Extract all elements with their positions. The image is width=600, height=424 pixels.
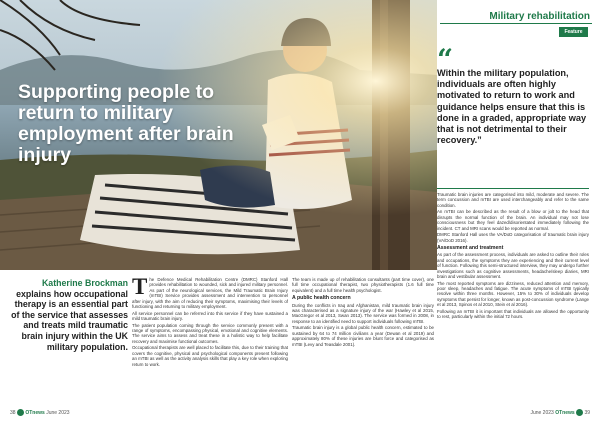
header-divider xyxy=(440,23,592,24)
paragraph: Traumatic brain injuries are categorised into mild, moderate and severe. The term concussion and mTBI are used interchangeably and refer to the same condition. xyxy=(437,192,589,208)
feature-tag: Feature xyxy=(559,27,588,37)
footer-left xyxy=(10,409,70,416)
page-dot-icon xyxy=(576,409,583,416)
paragraph: All service personnel can be referred into this service if they have sustained a mild traumatic brain injury. xyxy=(132,310,288,322)
paragraph: As part of the assessment process, individuals are asked to outline their roles and occupations, the symptoms they are experiencing and their current level of function. Following this semi-structured interview, they may undergo further investigations such as cognitive assessments, headache/sleep diaries, MRI brain and vestibular assessment. xyxy=(437,252,589,280)
body-column-1 xyxy=(132,274,288,368)
paragraph-text: he Defence Medical Rehabilitation Centre (DMRC) Stanford Hall provides rehabilitation to wounded, sick and injured military personnel. As part of the neurological services, the Mild Traumatic Brain Injury (mTBI) Service provides assessment and intervention to personnel after injury, with the aim of reducing their symptoms, maximising their levels of functioning and returning to military employment. xyxy=(132,277,288,310)
body-column-3 xyxy=(437,192,589,321)
brand-name: OTnews xyxy=(25,409,45,416)
issue-date: June 2023 xyxy=(530,409,554,416)
paragraph xyxy=(132,274,288,310)
paragraph: The patient population coming through the service commonly present with a range of symptoms, encompassing physical, emotional and cognitive elements. The service aims to assess and treat these in a holistic way to help facilitate recovery and maximise functional outcomes. xyxy=(132,322,288,344)
footer-right xyxy=(530,409,590,416)
author-name: Katherine Brockman xyxy=(41,278,128,288)
paragraph: DMRC Stanford Hall uses the VA/DoD categorisation of traumatic brain injury (VA/DoD 2016). xyxy=(437,232,589,243)
article-headline: Supporting people to return to military employment after brain injury xyxy=(18,81,234,166)
pull-quote-divider xyxy=(437,188,589,189)
paragraph: Occupational therapists are well placed to facilitate this, due to their training that covers the cognitive, physical and psychological components present following an mTBI as well as the activity analysis skills that play a key role when exploring return to work. xyxy=(132,345,288,367)
body-column-2 xyxy=(292,277,434,348)
page-number: 38 xyxy=(10,409,16,416)
paragraph: The most reported symptoms are dizziness, reduced attention and memory, poor sleep, headaches and fatigue. The acute symptoms of mTBI typically resolve within three months. However, 15% to 30% of individuals develop symptoms that persist for longer, known as post-concussion syndrome (Lange et al 2013, Spinos et al 2010, Stein et al 2016). xyxy=(437,280,589,308)
subheading: Assessment and treatment xyxy=(437,245,504,252)
standfirst xyxy=(8,278,128,352)
page-dot-icon xyxy=(17,409,24,416)
standfirst-text: explains how occupational therapy is an essential part of the service that assesses and treats mild traumatic brain injury within the UK military population. xyxy=(11,288,128,352)
issue-date: June 2023 xyxy=(46,409,70,416)
brand-name: OTnews xyxy=(555,409,575,416)
pull-quote: Within the military population, individuals are often highly motivated to return to work and guidance helps ensure that this is done in a graded, appropriate way that is not detrimental to their recovery.” xyxy=(437,68,587,146)
paragraph: During the conflicts in Iraq and Afghanistan, mild traumatic brain injury was characterised as a signature injury of the war (Hawley et al 2015, MacGregor et al 2013, Swan 2013). The service was formed in 2008, in response to an identified need to support individuals following mTBI. xyxy=(292,302,434,324)
hero-photo xyxy=(0,0,437,270)
paragraph: Following an mTBI it is important that individuals are allowed the opportunity to rest, particularly within the initial 72 hours. xyxy=(437,308,589,320)
drop-cap: T xyxy=(132,274,148,299)
paragraph: An mTBI can be described as the result of a blow or jolt to the head that disrupts the normal function of the brain. An individual may not lose consciousness but they feel dazed/disorientated immediately following the incident. CT and MRI scans would be reported as normal. xyxy=(437,209,589,231)
section-title: Military rehabilitation xyxy=(489,11,590,22)
page-number: 39 xyxy=(584,409,590,416)
paragraph: Traumatic brain injury is a global public health concern, estimated to be sustained by 64 to 74 million civilians a year (Dewan et al 2019) and approximately 80% of these injuries are blunt force and categorised as mTBI (Levy and Teasdale 2001). xyxy=(292,325,434,347)
quote-mark-icon: “ xyxy=(437,43,454,76)
paragraph: The team is made up of rehabilitation consultants (part time cover), one full time occupational therapist, two physiotherapists (1.6 full time equivalent) and a full time health psychologist. xyxy=(292,277,434,293)
subheading: A public health concern xyxy=(292,295,351,302)
